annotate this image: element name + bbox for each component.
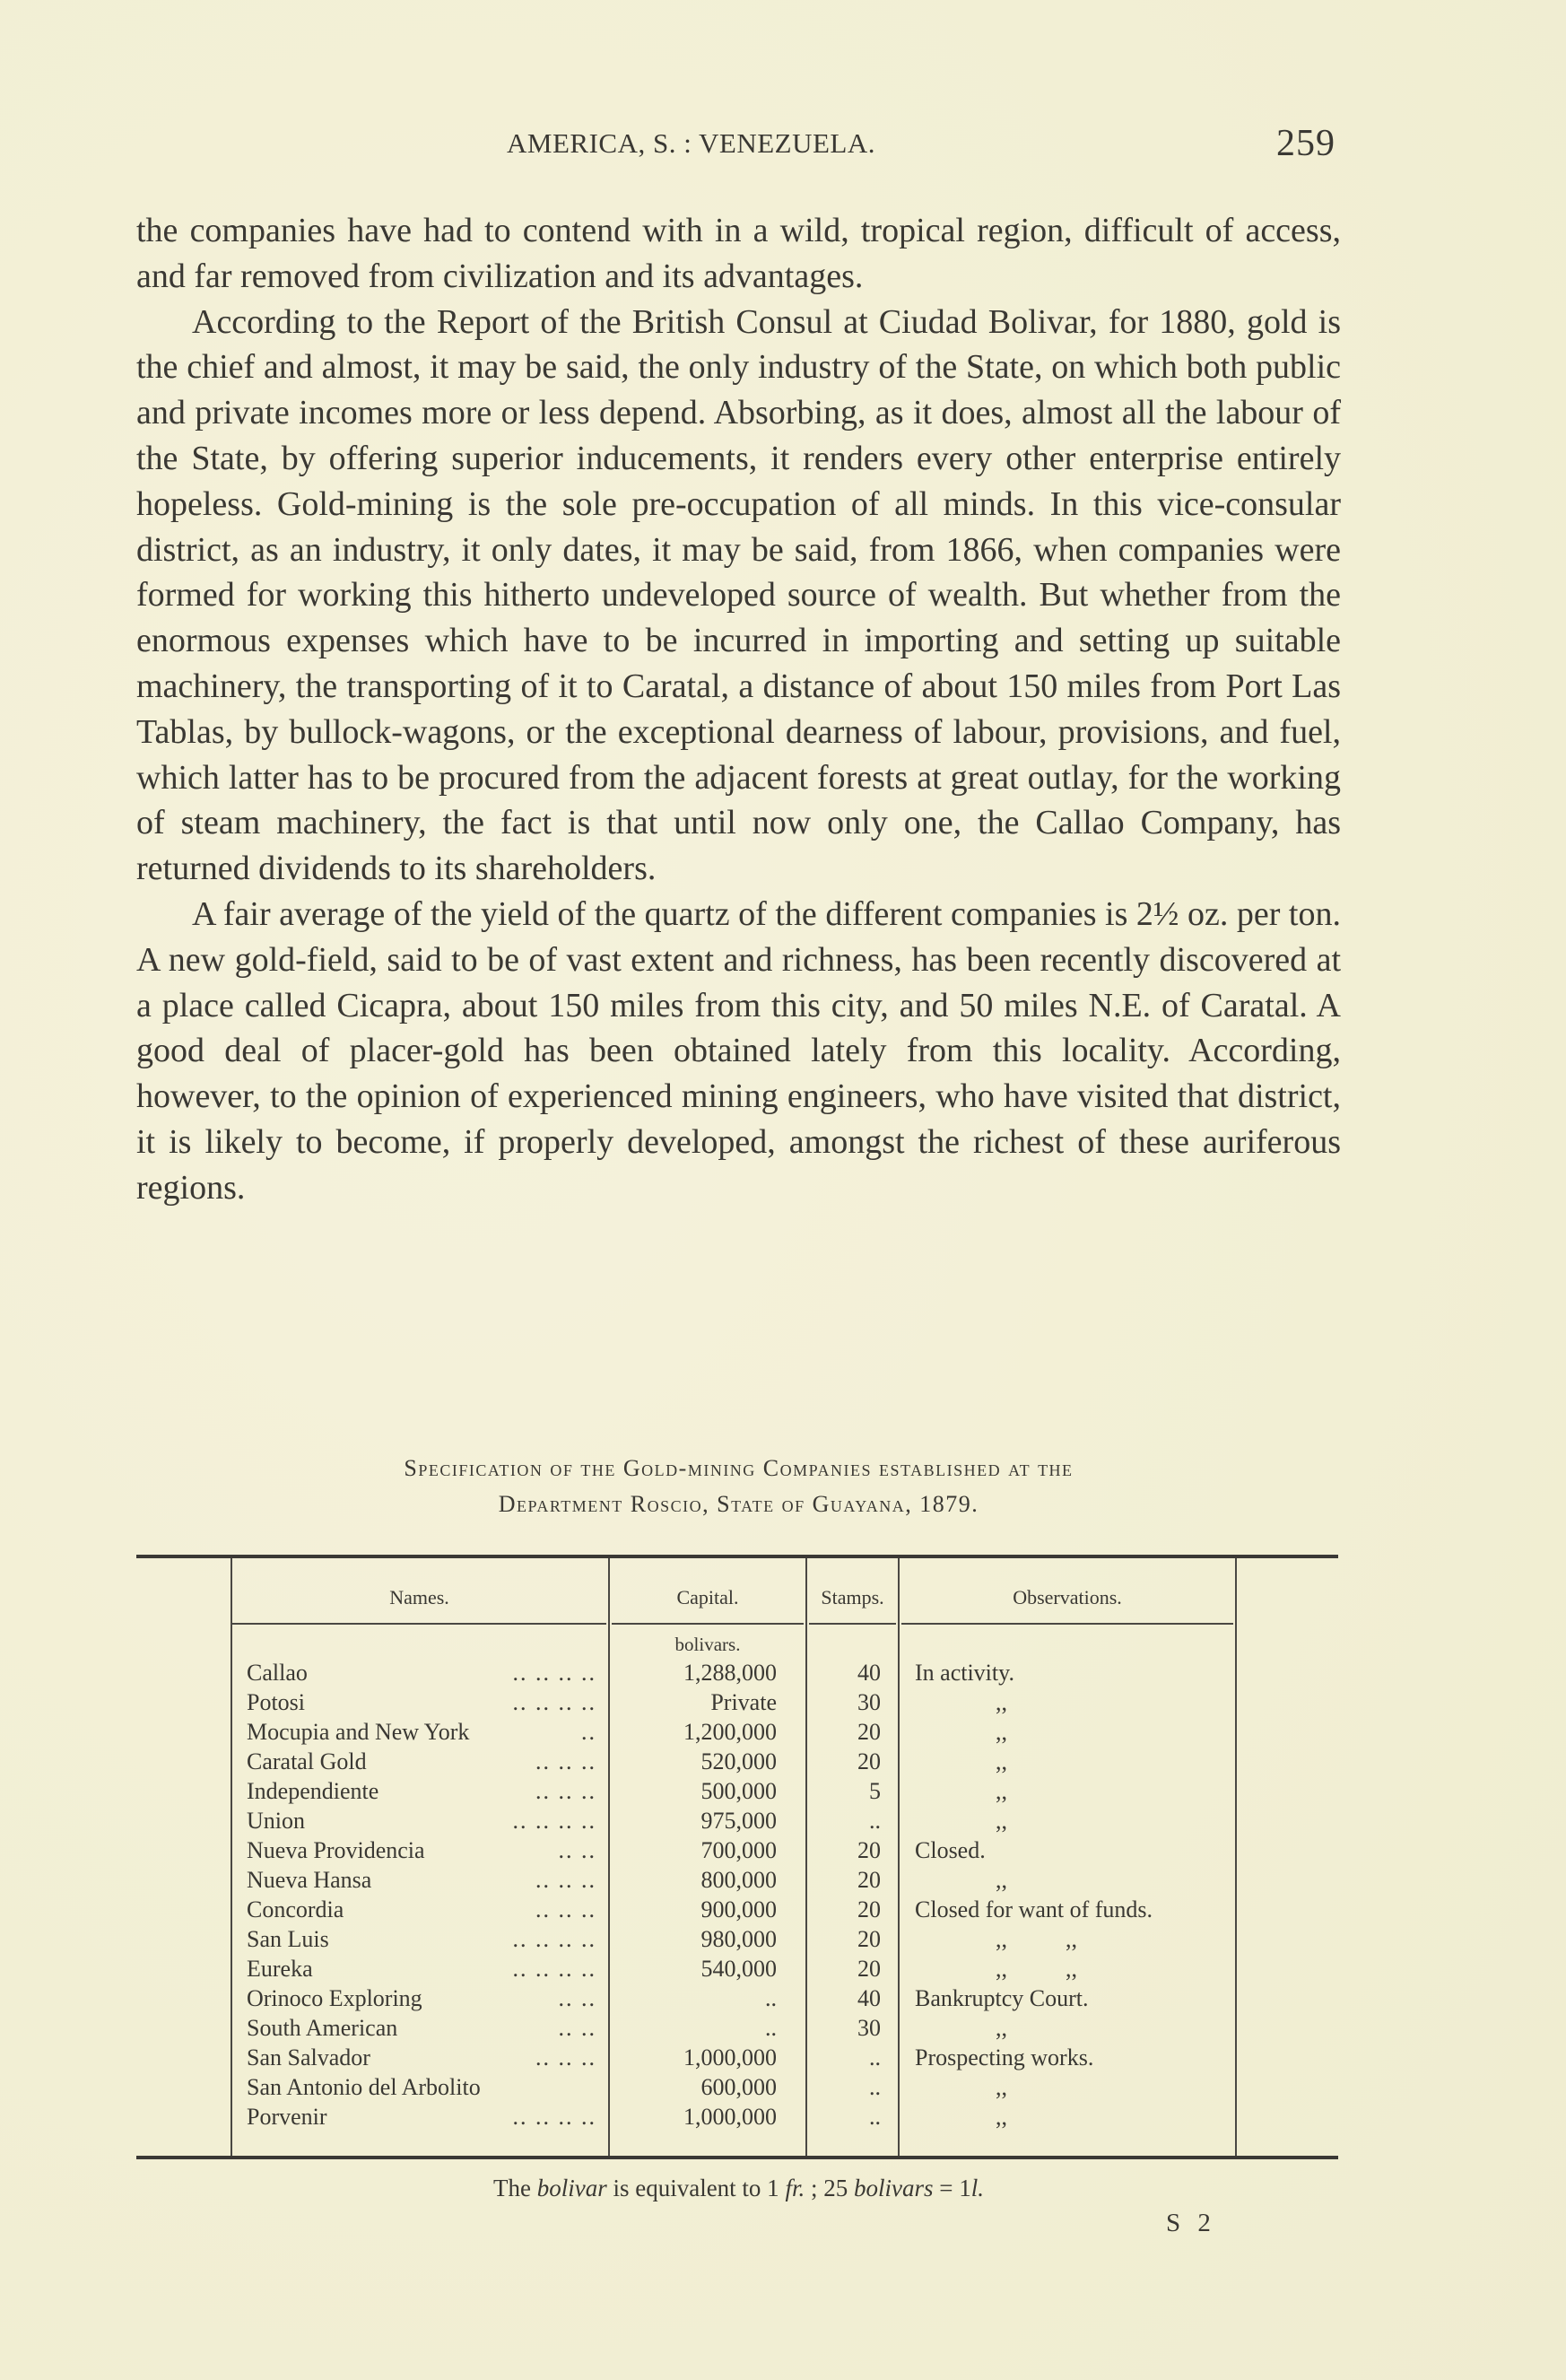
table-caption-line-1: Specification of the Gold-mining Companies established at the	[404, 1455, 1074, 1481]
row-stamps: 20	[857, 1719, 881, 1745]
row-leader-dots: .. .. .. ..	[512, 2104, 596, 2130]
row-capital: 1,200,000	[683, 1719, 777, 1745]
paragraph-2: According to the Report of the British Consul at Ciudad Bolivar, for 1880, gold is the chief and almost, it may be said, the only industry of the State, on which both public and private incomes more or less depend. Absorbing, as it does, almost all the labour of the State, by offering superior inducements, it renders every other enterprise entirely hopeless. Gold-mining is the sole pre-occupation of all minds. In this vice-consular district, as an industry, it only dates, it may be said, from 1866, when companies were formed for working this hitherto undeveloped source of wealth. But whether from the enormous expenses which have to be incurred in importing and setting up suitable machinery, the transporting of it to Caratal, a distance of about 150 miles from Port Las Tablas, by bullock-wagons, or the exceptional dearness of labour, provisions, and fuel, which latter has to be procured from the adjacent forests at great outlay, for the working of steam machinery, the fact is that until now only one, the Callao Company, has returned dividends to its shareholders.	[136, 302, 1341, 888]
row-observations: ,,	[996, 2074, 1007, 2100]
row-name: San Salvador	[247, 2044, 370, 2071]
row-observations: ,,	[996, 1719, 1007, 1745]
row-capital: 520,000	[700, 1748, 777, 1774]
column-header-names: Names.	[389, 1586, 449, 1608]
row-leader-dots: .. .. .. ..	[512, 1689, 596, 1715]
row-observations: ,,	[996, 1689, 1007, 1715]
header-underline	[809, 1623, 896, 1625]
table-bottom-rule	[136, 2156, 1338, 2159]
row-stamps: 20	[857, 1748, 881, 1774]
row-name: South American	[247, 2015, 398, 2041]
row-observations: Closed for want of funds.	[915, 1896, 1153, 1922]
row-leader-dots: .. ..	[558, 1985, 596, 2011]
row-leader-dots: .. .. ..	[535, 1896, 596, 1922]
row-observations: ,,	[996, 2104, 1007, 2130]
row-capital: 700,000	[700, 1837, 777, 1863]
row-observations: In activity.	[915, 1660, 1014, 1686]
column-header-capital: Capital.	[676, 1586, 739, 1608]
row-capital: 980,000	[700, 1926, 777, 1952]
row-stamps: 20	[857, 1956, 881, 1982]
row-observations: Closed.	[915, 1837, 986, 1863]
column-divider	[231, 1558, 232, 2156]
row-capital: 1,000,000	[683, 2044, 777, 2071]
footnote-text: ; 25	[805, 2175, 854, 2201]
row-name: Orinoco Exploring	[247, 1985, 422, 2011]
header-underline	[612, 1623, 804, 1625]
row-stamps: 30	[857, 2015, 881, 2041]
table-top-rule	[136, 1555, 1338, 1558]
column-divider	[1235, 1558, 1237, 2156]
row-leader-dots: .. .. .. ..	[512, 1956, 596, 1982]
row-leader-dots: .. .. .. ..	[512, 1808, 596, 1834]
row-capital: 600,000	[700, 2074, 777, 2100]
row-stamps: 20	[857, 1837, 881, 1863]
footnote-italic: bolivars	[853, 2175, 934, 2201]
row-leader-dots: .. ..	[558, 1837, 596, 1863]
signature-mark: S 2	[1166, 2209, 1216, 2237]
row-observations: ,, ,,	[996, 1926, 1077, 1952]
row-observations: ,,	[996, 1867, 1007, 1893]
column-header-observations: Observations.	[1013, 1586, 1122, 1608]
footnote-text: = 1	[933, 2175, 971, 2201]
row-name: Potosi	[247, 1689, 306, 1715]
row-capital: 500,000	[700, 1778, 777, 1804]
row-stamps: 20	[857, 1926, 881, 1952]
row-name: Nueva Providencia	[247, 1837, 425, 1863]
row-observations: Bankruptcy Court.	[915, 1985, 1089, 2011]
table-footnote	[136, 2175, 1341, 2202]
row-stamps: 40	[857, 1985, 881, 2011]
row-observations: ,,	[996, 1808, 1007, 1834]
row-name: Union	[247, 1808, 305, 1834]
row-capital: ..	[765, 2015, 777, 2041]
row-leader-dots: .. .. ..	[535, 1778, 596, 1804]
row-stamps: 20	[857, 1896, 881, 1922]
row-stamps: ..	[869, 2074, 881, 2100]
row-capital: 540,000	[700, 1956, 777, 1982]
body-text	[136, 208, 1341, 1211]
table-caption-line-2: Department Roscio, State of Guayana, 1879.	[498, 1491, 979, 1517]
header-underline	[232, 1623, 606, 1625]
running-header: AMERICA, S. : VENEZUELA.	[507, 127, 875, 159]
row-name: Callao	[247, 1660, 308, 1686]
paragraph-1: the companies have had to contend with in a wild, tropical region, difficult of access, and far removed from civilization and its advantages.	[136, 212, 1341, 295]
row-name: Caratal Gold	[247, 1748, 367, 1774]
row-name: San Luis	[247, 1926, 329, 1952]
row-name: Porvenir	[247, 2104, 327, 2130]
row-stamps: 40	[857, 1660, 881, 1686]
row-observations: ,, ,,	[996, 1956, 1077, 1982]
row-observations: ,,	[996, 2015, 1007, 2041]
footnote-italic: fr.	[785, 2175, 805, 2201]
row-stamps: 20	[857, 1867, 881, 1893]
row-capital: ..	[765, 1985, 777, 2011]
row-capital: 900,000	[700, 1896, 777, 1922]
row-name: Eureka	[247, 1956, 313, 1982]
row-stamps: ..	[869, 1808, 881, 1834]
row-leader-dots: .. .. ..	[535, 1867, 596, 1893]
row-stamps: 5	[869, 1778, 881, 1804]
row-name: Mocupia and New York	[247, 1719, 470, 1745]
row-stamps: ..	[869, 2044, 881, 2071]
column-divider	[898, 1558, 900, 2156]
row-leader-dots: .. .. .. ..	[512, 1926, 596, 1952]
row-name: Independiente	[247, 1778, 379, 1804]
paragraph-3: A fair average of the yield of the quartz of the different companies is 2½ oz. per ton. A new gold-field, said to be of vast extent and richness, has been recently discovered at a place called Cicapra, about 150 miles from this city, and 50 miles N.E. of Caratal. A good deal of placer-gold has been obtained lately from this locality. According, however, to the opinion of experienced mining engineers, who have visited that district, it is likely to become, if properly developed, amongst the richest of these auriferous regions.	[136, 894, 1341, 1207]
page-number: 259	[1276, 123, 1335, 164]
row-leader-dots: .. .. ..	[535, 2044, 596, 2071]
column-header-stamps: Stamps.	[821, 1586, 884, 1608]
row-name: Nueva Hansa	[247, 1867, 372, 1893]
row-stamps: 30	[857, 1689, 881, 1715]
row-leader-dots: .. .. ..	[535, 1748, 596, 1774]
row-name: San Antonio del Arbolito	[247, 2074, 481, 2100]
footnote-italic: l.	[970, 2175, 984, 2201]
capital-units-label: bolivars.	[674, 1634, 741, 1655]
row-name: Concordia	[247, 1896, 344, 1922]
row-capital: Private	[710, 1689, 777, 1715]
row-stamps: ..	[869, 2104, 881, 2130]
row-capital: 1,288,000	[683, 1660, 777, 1686]
row-capital: 1,000,000	[683, 2104, 777, 2130]
footnote-text: The	[492, 2175, 537, 2201]
row-capital: 800,000	[700, 1867, 777, 1893]
row-observations: ,,	[996, 1748, 1007, 1774]
row-observations: Prospecting works.	[915, 2044, 1094, 2071]
row-observations: ,,	[996, 1778, 1007, 1804]
row-leader-dots: .. .. .. ..	[512, 1660, 596, 1686]
row-capital: 975,000	[700, 1808, 777, 1834]
header-underline	[901, 1623, 1233, 1625]
footnote-italic: bolivar	[536, 2175, 607, 2201]
row-leader-dots: ..	[581, 1719, 596, 1745]
row-leader-dots: .. ..	[558, 2015, 596, 2041]
footnote-text: is equivalent to 1	[606, 2175, 786, 2201]
